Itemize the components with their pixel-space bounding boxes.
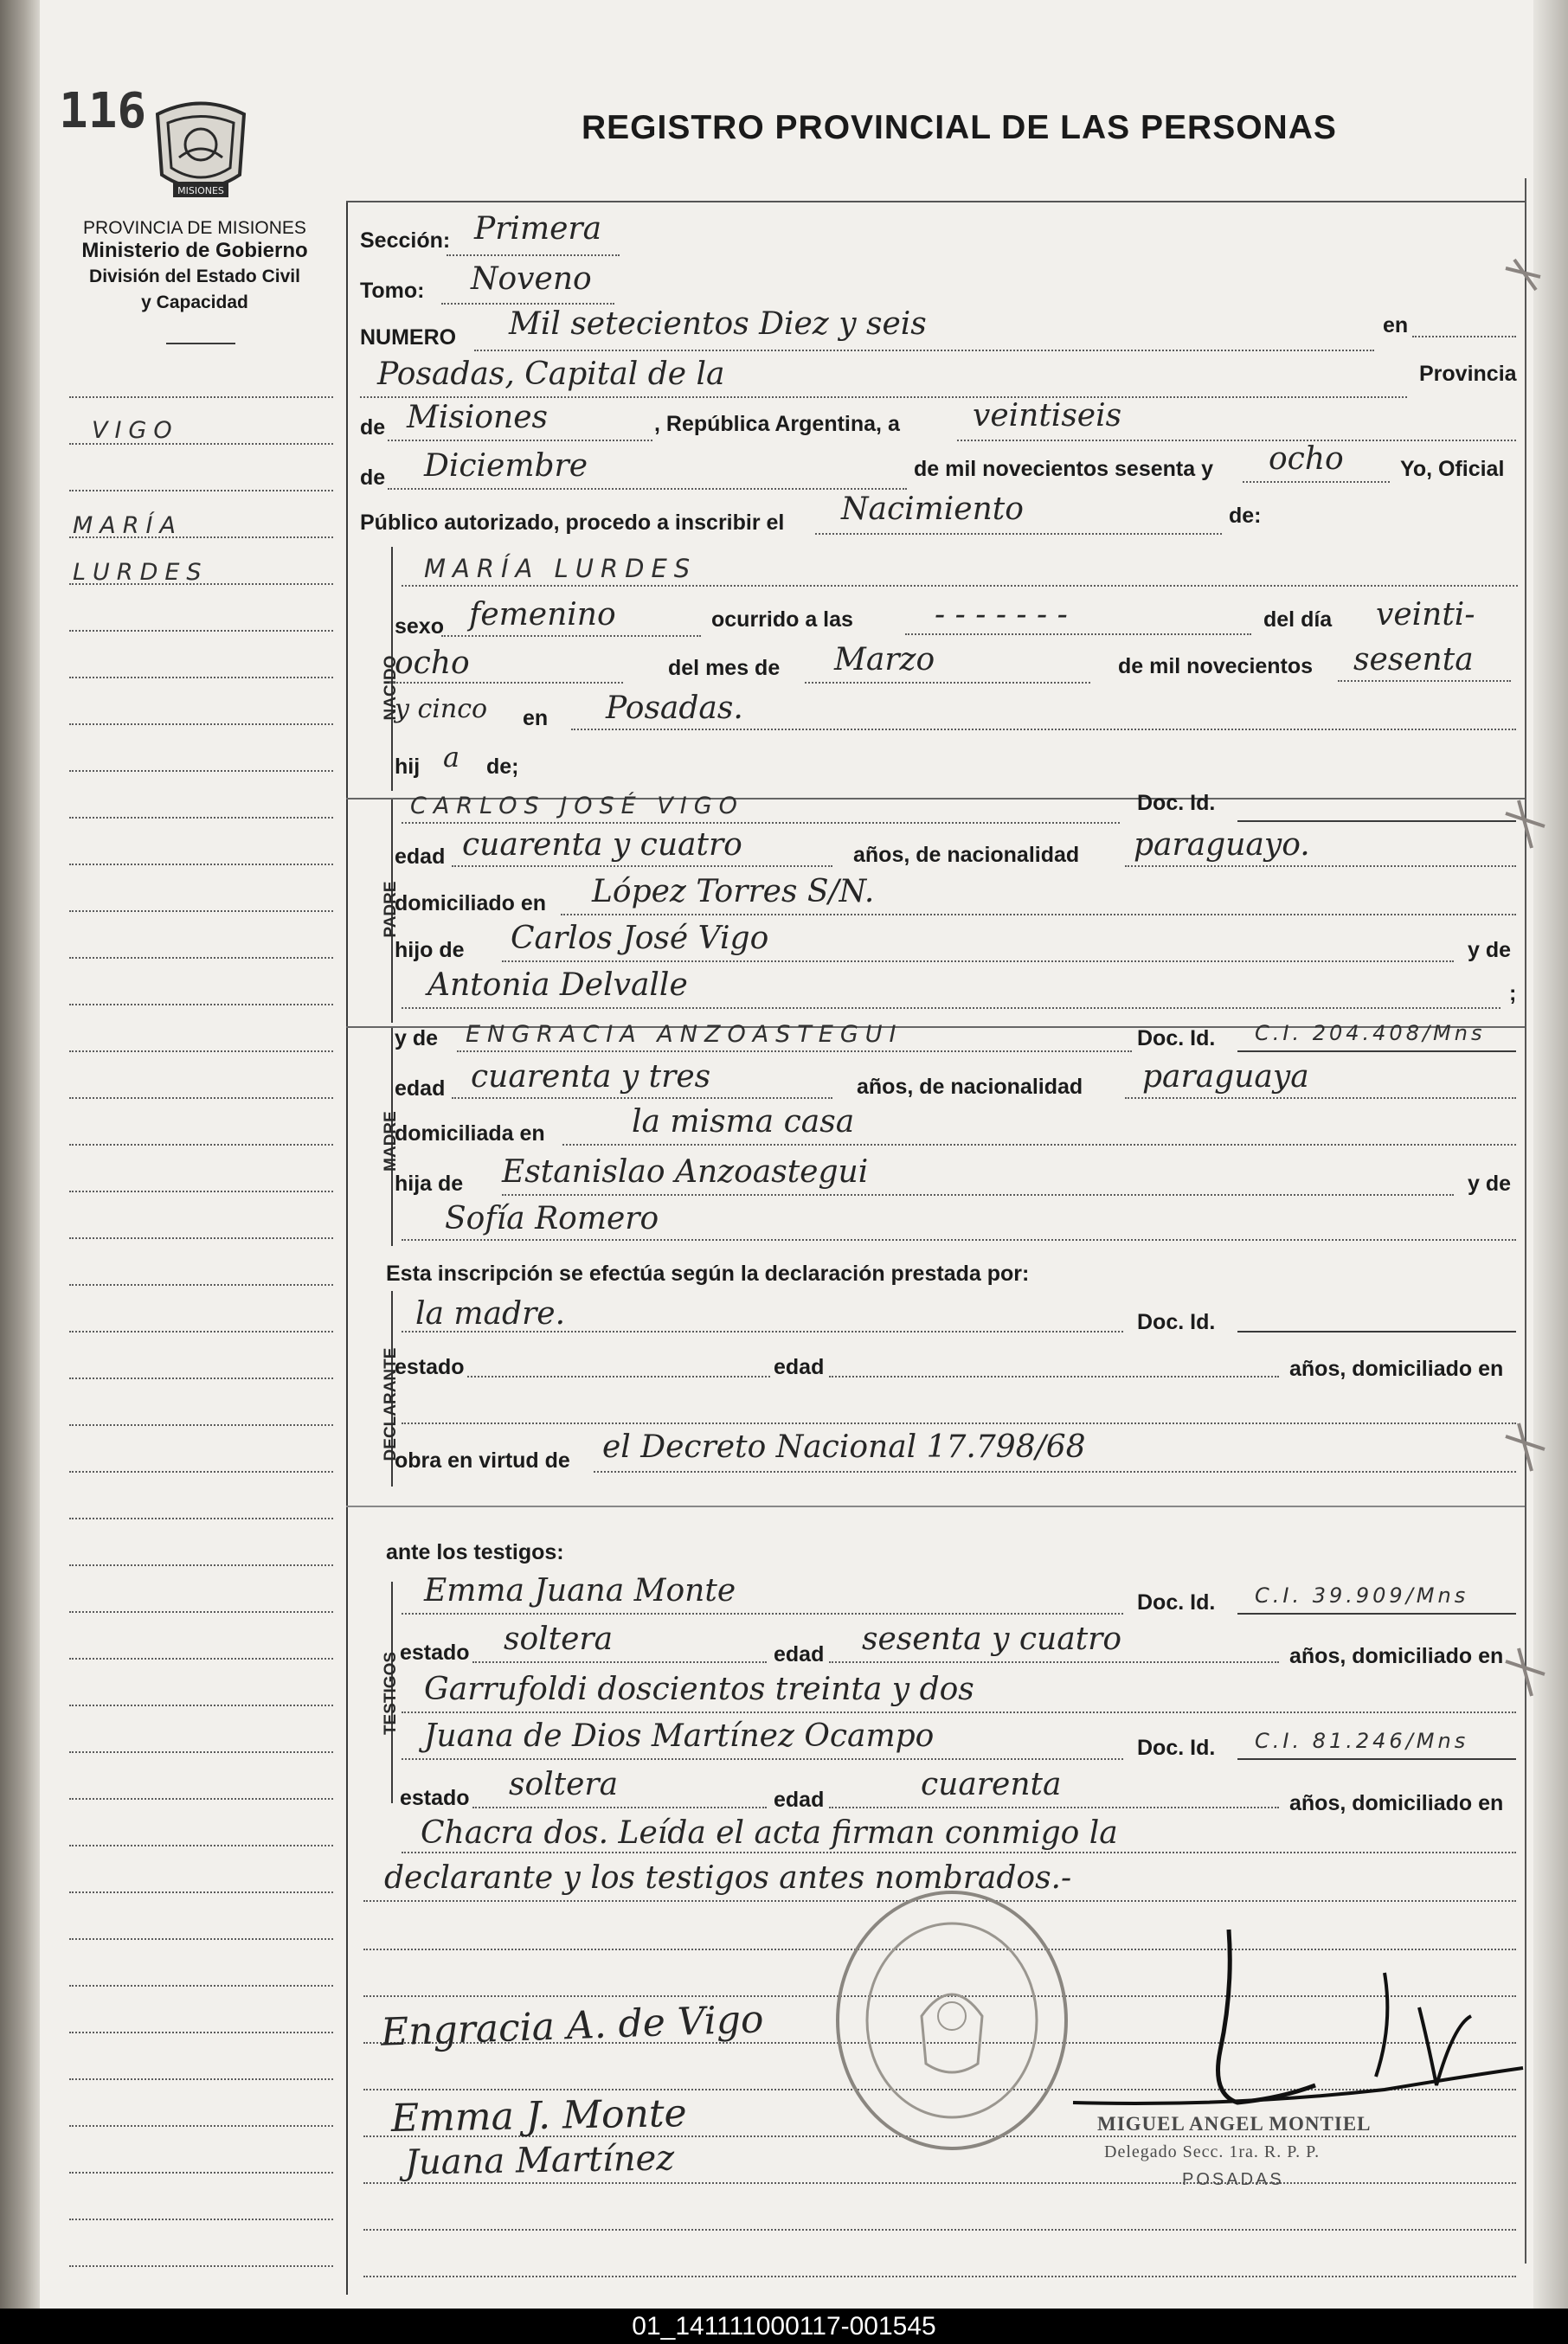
label-testigo2-estado: estado	[400, 1786, 470, 1810]
line	[1243, 481, 1390, 483]
line	[571, 729, 1516, 730]
label-madre-hija: hija de	[395, 1172, 464, 1196]
line	[447, 254, 620, 256]
label-padre-nac: años, de nacionalidad	[853, 843, 1080, 867]
label-declarante-estado: estado	[395, 1355, 465, 1379]
signature-testigo1: Emma J. Monte	[390, 2091, 688, 2141]
value-declarante: la madre.	[415, 1296, 566, 1332]
line	[452, 1097, 832, 1099]
value-padre-edad: cuarenta y cuatro	[462, 827, 742, 863]
label-del-dia: del día	[1263, 607, 1333, 632]
line	[474, 350, 1374, 351]
value-obra: el Decreto Nacional 17.798/68	[602, 1429, 1086, 1465]
line	[402, 1758, 1123, 1760]
label-publico: Público autorizado, procedo a inscribir el	[360, 511, 785, 535]
label-en-lugar: en	[523, 706, 549, 730]
division-line-2: y Capacidad	[141, 292, 248, 312]
label-testigo1-estado: estado	[400, 1641, 470, 1665]
value-madre-nombre: ENGRACIA ANZOASTEGUI	[466, 1021, 903, 1048]
line	[472, 1661, 767, 1663]
line	[829, 1376, 1279, 1378]
label-padre-doc: Doc. Id.	[1137, 791, 1216, 815]
line	[1125, 1097, 1516, 1099]
folio-number: 116	[59, 83, 147, 139]
label-padre-edad: edad	[395, 844, 446, 869]
line	[502, 1194, 1454, 1196]
label-padre-semicolon: ;	[1509, 981, 1517, 1005]
line	[1125, 865, 1516, 867]
header-rule	[166, 343, 235, 344]
label-tomo: Tomo:	[360, 279, 425, 303]
label-madre-y-de: y de	[395, 1026, 439, 1050]
top-border	[346, 201, 1525, 202]
value-padre-madre: Antonia Delvalle	[427, 967, 688, 1003]
line	[388, 440, 652, 441]
value-madre-padre: Estanislao Anzoastegui	[502, 1154, 869, 1190]
label-de-mil-nov: de mil novecientos	[1118, 654, 1314, 678]
value-cierre: declarante y los testigos antes nombrados.-	[384, 1860, 1072, 1896]
value-madre-nac: paraguaya	[1142, 1059, 1309, 1095]
official-signature	[1056, 1921, 1540, 2129]
line	[441, 635, 701, 637]
label-testigos: TESTIGOS	[382, 1651, 400, 1736]
label-testigo2-doc: Doc. Id.	[1137, 1736, 1216, 1760]
value-madre-doc: C.I. 204.408/Mns	[1255, 1021, 1486, 1045]
label-madre-y-de2: y de	[1468, 1172, 1512, 1196]
value-testigo2-dom: Chacra dos. Leída el acta firman conmigo la	[421, 1815, 1118, 1851]
label-hij: hij	[395, 755, 421, 779]
label-testigo2-edad: edad	[774, 1788, 825, 1812]
label-sexo: sexo	[395, 614, 444, 639]
line	[402, 585, 1518, 587]
value-anio-nac-1: sesenta	[1353, 642, 1474, 678]
province-name: PROVINCIA DE MISIONES	[83, 218, 306, 238]
value-lugar: Posadas, Capital de la	[377, 356, 725, 392]
stamp-name: MIGUEL ANGEL MONTIEL	[1097, 2113, 1372, 2135]
label-de-mil: de mil novecientos sesenta y	[914, 457, 1213, 481]
line	[452, 865, 832, 867]
label-madre-nac: años, de nacionalidad	[857, 1075, 1083, 1099]
label-numero: NUMERO	[360, 325, 457, 350]
label-madre-edad: edad	[395, 1076, 446, 1101]
label-madre-dom: domiciliada en	[395, 1121, 545, 1146]
issuer-block	[52, 218, 337, 313]
line	[562, 1144, 1516, 1146]
value-dia-nac-1: veinti-	[1376, 597, 1475, 633]
signature-declarante: Engracia A. de Vigo	[380, 1997, 765, 2055]
line	[402, 1239, 1516, 1241]
line	[402, 1711, 1516, 1713]
value-testigo2-doc: C.I. 81.246/Mns	[1255, 1729, 1469, 1753]
value-padre-dom: López Torres S/N.	[592, 874, 875, 909]
line	[1237, 1331, 1516, 1333]
stamp-place: POSADAS	[1182, 2170, 1284, 2189]
label-testigo2-anos: años, domiciliado en	[1289, 1791, 1504, 1815]
label-de-colon: de:	[1229, 504, 1262, 528]
label-padre-dom: domiciliado en	[395, 891, 547, 915]
value-testigo1-estado: soltera	[504, 1622, 614, 1657]
value-testigo2-edad: cuarenta	[921, 1767, 1062, 1802]
value-mes: Diciembre	[424, 448, 588, 484]
value-anio: ocho	[1269, 441, 1344, 477]
value-numero: Mil setecientos Diez y seis	[509, 306, 927, 342]
value-testigo1: Emma Juana Monte	[424, 1573, 736, 1609]
label-ocurrido: ocurrido a las	[711, 607, 853, 632]
image-caption: 01_141111000117-001545	[0, 2309, 1568, 2344]
label-republica: , República Argentina, a	[654, 412, 900, 436]
official-round-stamp	[831, 1886, 1073, 2155]
line	[388, 488, 907, 490]
value-madre-madre: Sofía Romero	[445, 1201, 659, 1236]
label-padre-hijo: hijo de	[395, 938, 465, 962]
line	[815, 533, 1222, 535]
label-nacido: NACIDO	[382, 655, 400, 721]
line	[957, 440, 1516, 441]
provincial-seal	[149, 97, 253, 209]
label-testigo1-doc: Doc. Id.	[1137, 1590, 1216, 1615]
value-tomo: Noveno	[471, 261, 592, 297]
line	[402, 1422, 1516, 1424]
line	[829, 1661, 1279, 1663]
label-declarante-anos: años, domiciliado en	[1289, 1357, 1504, 1381]
value-testigo2-estado: soltera	[509, 1767, 619, 1802]
label-esta-inscripcion: Esta inscripción se efectúa según la declaración prestada por:	[386, 1262, 1030, 1286]
label-padre: PADRE	[382, 881, 400, 938]
value-hij-suffix: a	[443, 741, 460, 774]
label-del-mes: del mes de	[668, 656, 781, 680]
label-madre: MADRE	[382, 1111, 400, 1172]
label-padre-y-de: y de	[1468, 938, 1512, 962]
label-yo-oficial: Yo, Oficial	[1400, 457, 1505, 481]
value-hora: - - - - - - -	[935, 597, 1068, 633]
line	[805, 682, 1090, 684]
line	[502, 960, 1454, 962]
seal-text: MISIONES	[177, 185, 224, 196]
label-declarante-doc: Doc. Id.	[1137, 1310, 1216, 1334]
line	[1338, 680, 1511, 682]
line	[905, 633, 1251, 635]
value-testigo1-doc: C.I. 39.909/Mns	[1255, 1583, 1469, 1608]
value-madre-dom: la misma casa	[632, 1104, 855, 1140]
value-testigo1-dom: Garrufoldi doscientos treinta y dos	[424, 1672, 974, 1707]
ministry-name: Ministerio de Gobierno	[81, 239, 308, 262]
label-de-semicolon: de;	[486, 755, 519, 779]
line	[829, 1807, 1279, 1808]
value-padre-nac: paraguayo.	[1134, 827, 1310, 863]
line	[441, 303, 614, 305]
value-padre-nombre: CARLOS JOSÉ VIGO	[410, 793, 744, 819]
line	[360, 396, 1407, 398]
label-obra: obra en virtud de	[395, 1448, 570, 1473]
label-provincia: Provincia	[1419, 362, 1517, 386]
binding-spine	[0, 0, 40, 2309]
label-testigo1-edad: edad	[774, 1642, 825, 1666]
value-lugar-nac: Posadas.	[606, 690, 743, 726]
line	[1237, 1758, 1516, 1760]
line	[1237, 1613, 1516, 1615]
column-divider	[346, 201, 348, 2295]
value-nombre: MARÍA LURDES	[424, 554, 697, 583]
label-madre-doc: Doc. Id.	[1137, 1026, 1216, 1050]
line	[389, 682, 623, 684]
value-testigo1-edad: sesenta y cuatro	[862, 1622, 1122, 1657]
line	[402, 822, 1120, 824]
division-line-1: División del Estado Civil	[89, 267, 300, 286]
line	[472, 1807, 767, 1808]
value-testigo2: Juana de Dios Martínez Ocampo	[424, 1718, 935, 1754]
value-padre-padre: Carlos José Vigo	[511, 921, 769, 956]
label-testigo1-anos: años, domiciliado en	[1289, 1644, 1504, 1668]
label-de: de	[360, 415, 386, 440]
label-declarante: DECLARANTE	[382, 1347, 400, 1461]
line	[402, 1331, 1123, 1333]
line	[1237, 820, 1516, 822]
stamp-role: Delegado Secc. 1ra. R. P. P.	[1104, 2142, 1321, 2161]
value-madre-edad: cuarenta y tres	[471, 1059, 711, 1095]
line	[561, 914, 1516, 915]
value-dia-nac-2: ocho	[395, 645, 470, 681]
label-declarante-edad: edad	[774, 1355, 825, 1379]
page-title: REGISTRO PROVINCIAL DE LAS PERSONAS	[582, 109, 1337, 146]
line	[402, 1852, 1516, 1853]
margin-given-2: LURDES	[73, 559, 209, 586]
value-seccion: Primera	[474, 211, 602, 247]
line	[594, 1471, 1516, 1473]
value-dia: veintiseis	[973, 398, 1122, 433]
line	[467, 1376, 770, 1378]
signature-testigo2: Juana Martínez	[404, 2138, 675, 2183]
value-provincia: Misiones	[407, 400, 549, 435]
value-acto: Nacimiento	[841, 491, 1024, 527]
margin-given-1: MARÍA	[73, 512, 183, 539]
binding-thread	[1497, 242, 1549, 2059]
line	[457, 1050, 1132, 1052]
label-ante-testigos: ante los testigos:	[386, 1540, 564, 1564]
value-mes-nac: Marzo	[834, 642, 935, 678]
label-de-mes: de	[360, 466, 386, 490]
divider-testigos	[346, 1506, 1525, 1507]
value-anio-nac-2: y cinco	[395, 694, 488, 724]
line	[402, 1613, 1123, 1615]
line	[402, 1007, 1501, 1009]
line	[1237, 1050, 1516, 1052]
margin-surname: VIGO	[92, 417, 179, 444]
value-sexo: femenino	[469, 597, 616, 633]
label-seccion: Sección:	[360, 228, 451, 253]
label-en: en	[1383, 313, 1409, 337]
